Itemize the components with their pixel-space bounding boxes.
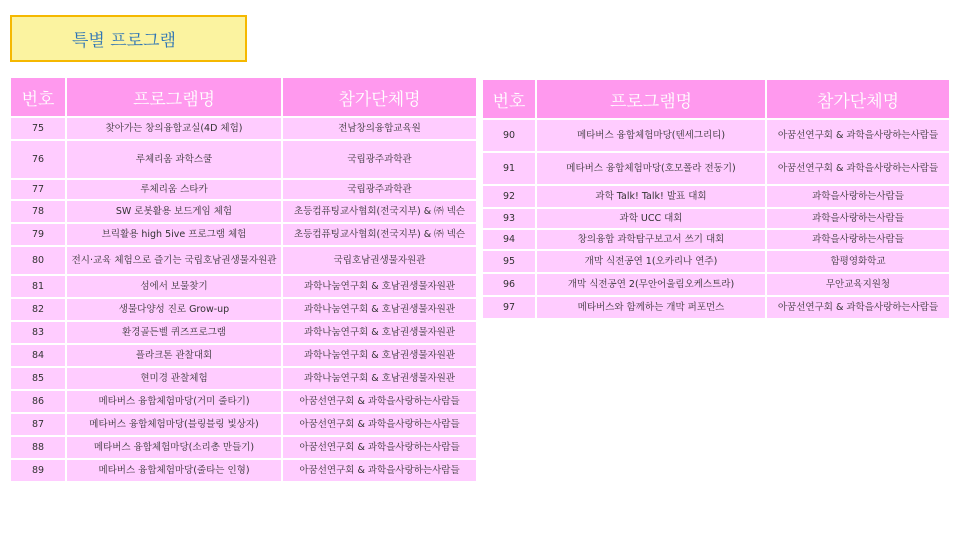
cell-no: 96: [483, 274, 535, 295]
slide-title: 특별 프로그램: [10, 15, 247, 62]
cell-no: 92: [483, 186, 535, 207]
cell-org: 아꿈선연구회 & 과학을사랑하는사람들: [283, 414, 476, 435]
cell-program: 개막 식전공연 2(무안어울림오케스트라): [537, 274, 765, 295]
cell-org: 아꿈선연구회 & 과학을사랑하는사람들: [767, 297, 949, 318]
cell-org: 국립광주과학관: [283, 180, 476, 199]
cell-no: 82: [11, 299, 65, 320]
cell-no: 81: [11, 276, 65, 297]
cell-no: 89: [11, 460, 65, 481]
cell-org: 과학나눔연구회 & 호남권생물자원관: [283, 322, 476, 343]
cell-org: 과학나눔연구회 & 호남권생물자원관: [283, 276, 476, 297]
cell-org: 아꿈선연구회 & 과학을사랑하는사람들: [283, 391, 476, 412]
cell-no: 88: [11, 437, 65, 458]
table-row: [11, 391, 476, 412]
header-program: 프로그램명: [67, 78, 281, 116]
cell-org: 과학을사랑하는사람들: [767, 209, 949, 228]
cell-no: 85: [11, 368, 65, 389]
table-row: [11, 276, 476, 297]
cell-no: 80: [11, 247, 65, 274]
header-row: [483, 80, 949, 118]
table-row: [483, 209, 949, 228]
cell-no: 75: [11, 118, 65, 139]
cell-program: 메타버스 융합체험마당(소리총 만들기): [67, 437, 281, 458]
table-row: [11, 299, 476, 320]
cell-org: 초등컴퓨팅교사협회(전국지부) & ㈜ 넥슨: [283, 224, 476, 245]
cell-program: 과학 Talk! Talk! 발표 대회: [537, 186, 765, 207]
table-row: [11, 368, 476, 389]
cell-program: 개막 식전공연 1(오카리나 연주): [537, 251, 765, 272]
table-row: [483, 153, 949, 184]
header-no: 번호: [483, 80, 535, 118]
cell-program: 현미경 관찰체험: [67, 368, 281, 389]
cell-org: 과학나눔연구회 & 호남권생물자원관: [283, 345, 476, 366]
cell-program: 창의융합 과학탐구보고서 쓰기 대회: [537, 230, 765, 249]
cell-org: 아꿈선연구회 & 과학을사랑하는사람들: [283, 460, 476, 481]
cell-no: 87: [11, 414, 65, 435]
cell-org: 아꿈선연구회 & 과학을사랑하는사람들: [767, 120, 949, 151]
cell-program: 메타버스 융합체험마당(텐세그리티): [537, 120, 765, 151]
cell-no: 77: [11, 180, 65, 199]
cell-no: 86: [11, 391, 65, 412]
table-row: [11, 460, 476, 481]
table-row: [11, 224, 476, 245]
header-no: 번호: [11, 78, 65, 116]
cell-program: 브릭활용 high 5ive 프로그램 체험: [67, 224, 281, 245]
cell-program: 메타버스 융합체험마당(거미 줄타기): [67, 391, 281, 412]
cell-no: 83: [11, 322, 65, 343]
cell-program: 환경골든벨 퀴즈프로그램: [67, 322, 281, 343]
table-row: [11, 118, 476, 139]
cell-org: 아꿈선연구회 & 과학을사랑하는사람들: [767, 153, 949, 184]
cell-org: 과학나눔연구회 & 호남권생물자원관: [283, 299, 476, 320]
table-row: [483, 186, 949, 207]
table-row: [483, 274, 949, 295]
program-table-right: [481, 78, 951, 320]
cell-program: 찾아가는 창의융합교실(4D 체험): [67, 118, 281, 139]
cell-org: 국립광주과학관: [283, 141, 476, 178]
cell-program: 플라크톤 관찰대회: [67, 345, 281, 366]
cell-no: 76: [11, 141, 65, 178]
cell-org: 과학나눔연구회 & 호남권생물자원관: [283, 368, 476, 389]
cell-no: 95: [483, 251, 535, 272]
cell-program: 메타버스와 함께하는 개막 퍼포먼스: [537, 297, 765, 318]
cell-program: 루체리움 스타카: [67, 180, 281, 199]
cell-program: 생물다양성 진로 Grow-up: [67, 299, 281, 320]
cell-org: 과학을사랑하는사람들: [767, 230, 949, 249]
table-row: [11, 201, 476, 222]
table-row: [483, 251, 949, 272]
cell-program: 메타버스 융합체험마당(호모폴라 전동기): [537, 153, 765, 184]
cell-no: 78: [11, 201, 65, 222]
cell-org: 아꿈선연구회 & 과학을사랑하는사람들: [283, 437, 476, 458]
table-row: [11, 180, 476, 199]
cell-no: 93: [483, 209, 535, 228]
cell-org: 국립호남권생물자원관: [283, 247, 476, 274]
program-table-left: [9, 76, 478, 483]
table-row: [11, 247, 476, 274]
cell-program: 메타버스 융합체험마당(줄타는 인형): [67, 460, 281, 481]
cell-program: 전시·교육 체험으로 즐기는 국립호남권생물자원관: [67, 247, 281, 274]
table-row: [11, 322, 476, 343]
cell-no: 94: [483, 230, 535, 249]
cell-no: 90: [483, 120, 535, 151]
cell-program: 메타버스 융합체험마당(블링블링 빛상자): [67, 414, 281, 435]
header-org: 참가단체명: [767, 80, 949, 118]
cell-no: 79: [11, 224, 65, 245]
cell-program: 루체리움 과학스쿨: [67, 141, 281, 178]
table-row: [11, 414, 476, 435]
cell-program: SW 로봇활용 보드게임 체험: [67, 201, 281, 222]
cell-no: 84: [11, 345, 65, 366]
table-row: [483, 230, 949, 249]
cell-program: 과학 UCC 대회: [537, 209, 765, 228]
header-org: 참가단체명: [283, 78, 476, 116]
header-row: [11, 78, 476, 116]
cell-no: 91: [483, 153, 535, 184]
cell-org: 과학을사랑하는사람들: [767, 186, 949, 207]
cell-program: 섬에서 보물찾기: [67, 276, 281, 297]
table-row: [483, 120, 949, 151]
table-row: [11, 437, 476, 458]
table-row: [11, 345, 476, 366]
cell-org: 초등컴퓨팅교사협회(전국지부) & ㈜ 넥슨: [283, 201, 476, 222]
cell-org: 전남창의융합교육원: [283, 118, 476, 139]
cell-org: 무안교육지원청: [767, 274, 949, 295]
table-row: [11, 141, 476, 178]
table-row: [483, 297, 949, 318]
cell-org: 함평영화학교: [767, 251, 949, 272]
header-program: 프로그램명: [537, 80, 765, 118]
cell-no: 97: [483, 297, 535, 318]
